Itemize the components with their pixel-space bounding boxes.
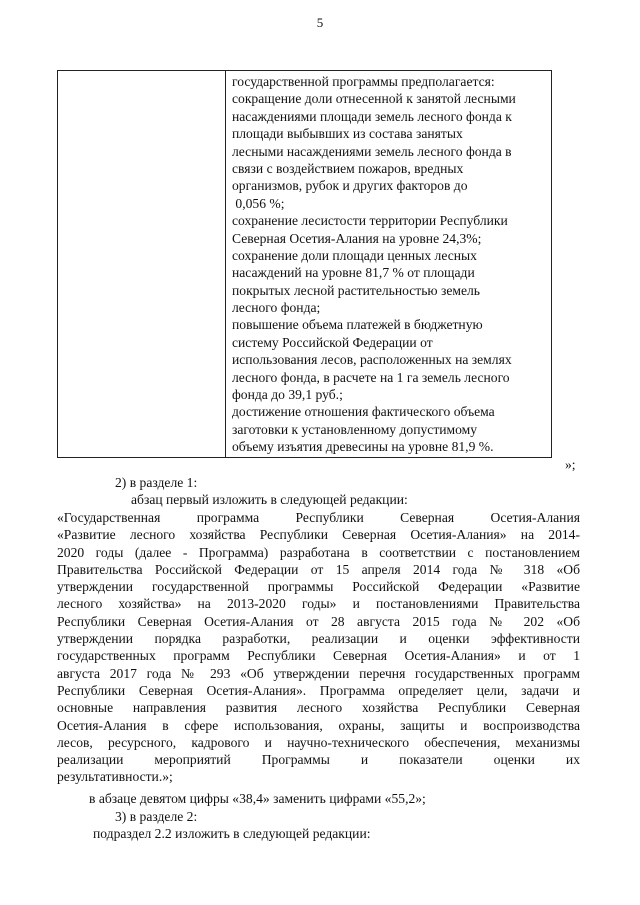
paragraph-line: Республики Северная Осетия-Алания от 28 августа 2015 года № 202 «Об [57,613,580,629]
paragraph-line: утверждении порядка разработки, реализации и оценки эффективности [57,631,580,647]
table-cell-expected-results [232,73,550,456]
table-text-line: покрытых лесной растительностью земель [232,282,481,298]
table-text-line: связи с воздействием пожаров, вредных [232,160,464,176]
paragraph-line: государственных программ Республики Северная Осетия-Алания» и от 1 [57,648,580,664]
closing-quote: »; [565,457,576,472]
paragraph-line: 2020 годы (далее - Программа) разработана в соответствии с постановлением [57,544,580,560]
paragraph-line: утверждении государственной программы Российской Федерации «Развитие [57,579,580,595]
table-text-line: объему изъятия древесины на уровне 81,9 %. [232,439,494,455]
table-text-line: лесными насаждениями земель лесного фонда в [232,143,512,159]
section-3-intro: подраздел 2.2 изложить в следующей редакции: [93,826,371,841]
program-table [57,70,552,458]
ninth-paragraph-amendment: в абзаце девятом цифры «38,4» заменить цифрами «55,2»; [89,791,426,806]
table-text-line: площади выбывших из состава занятых [232,126,463,142]
paragraph-line: результативности.»; [57,769,173,785]
paragraph-line: Правительства Российской Федерации от 15 апреля 2014 года № 318 «Об [57,561,580,577]
section-2-intro: абзац первый изложить в следующей редакции: [131,492,408,507]
paragraph-line: «Развитие лесного хозяйства Республики Северная Осетия-Алания» на 2014- [57,527,580,543]
paragraph-line: «Государственная программа Республики Северная Осетия-Алания [57,510,580,525]
paragraph-line: реализации мероприятий Программы и показатели оценки их [57,752,580,768]
section-2-paragraph [57,509,580,786]
paragraph-line: основные направления развития лесного хозяйства Республики Северная [57,700,580,716]
paragraph-line: Республики Северная Осетия-Алания». Программа определяет цели, задачи и [57,682,580,698]
table-text-line: насаждениями площади земель лесного фонда к [232,108,512,124]
table-text-line: повышение объема платежей в бюджетную [232,317,483,333]
paragraph-line: августа 2017 года № 293 «Об утверждении перечня государственных программ [57,665,580,681]
table-text-line: систему Российской Федерации от [232,334,433,350]
table-text-line: фонда до 39,1 руб.; [232,387,343,403]
section-2-heading: 2) в разделе 1: [115,475,198,490]
table-text-line: сокращение доли отнесенной к занятой лесными [232,91,516,107]
table-text-line: лесного фонда; [232,300,321,316]
paragraph-line: лесного хозяйства» на 2013-2020 годы» и постановлениями Правительства [57,596,580,612]
table-text-line: Северная Осетия-Алания на уровне 24,3%; [232,230,482,246]
table-text-line: насаждений на уровне 81,7 % от площади [232,265,475,281]
table-text-line: использования лесов, расположенных на землях [232,352,512,368]
section-3-heading: 3) в разделе 2: [115,809,198,824]
table-text-line: государственной программы предполагается: [232,74,495,89]
table-text-line: заготовки к установленному допустимому [232,421,478,437]
table-text-line: 0,056 %; [232,195,285,211]
table-text-line: организмов, рубок и других факторов до [232,178,468,194]
page-number: 5 [316,15,324,30]
table-text-line: сохранение доли площади ценных лесных [232,247,477,263]
table-text-line: лесного фонда, в расчете на 1 га земель лесного [232,369,510,385]
table-text-line: достижение отношения фактического объема [232,404,495,420]
paragraph-line: Осетия-Алания в сфере использования, охраны, защиты и воспроизводства [57,717,580,733]
table-text-line: сохранение лесистости территории Республики [232,213,508,229]
paragraph-line: лесов, ресурсного, кадрового и научно-технического обеспечения, механизмы [57,734,580,750]
table-column-divider [225,71,226,457]
